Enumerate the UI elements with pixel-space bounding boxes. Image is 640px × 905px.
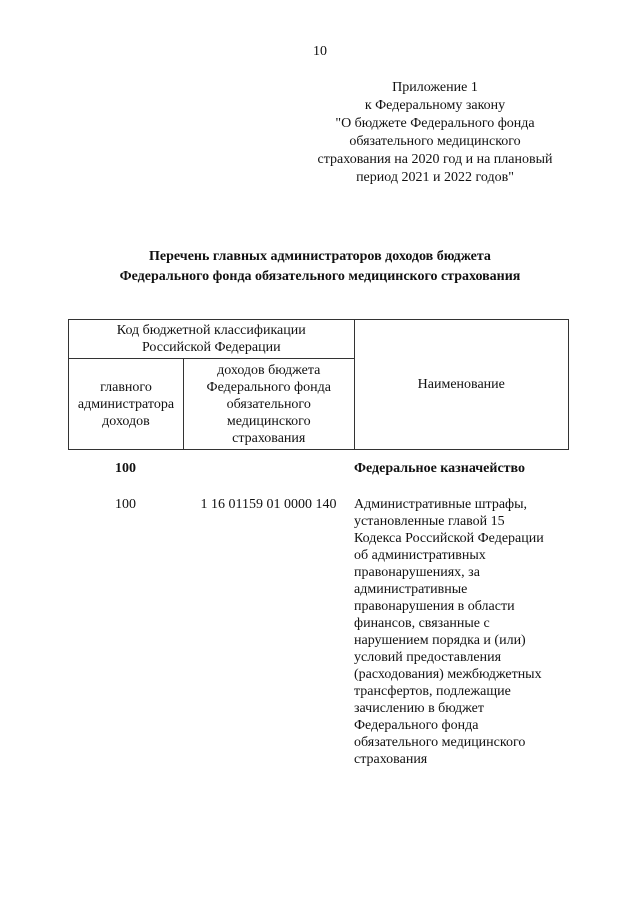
header-income-line: обязательного <box>226 396 311 412</box>
row-name-line: правонарушения в области <box>354 599 515 614</box>
row-name-line: нарушением порядка и (или) <box>354 633 526 648</box>
header-income-line: доходов бюджета <box>217 362 321 378</box>
document-title <box>60 247 580 287</box>
classification-table-header <box>68 319 569 450</box>
row-name-line: условий предоставления <box>354 650 502 665</box>
title-line: Перечень главных администраторов доходов бюджета <box>149 249 491 264</box>
row-name-line: правонарушениях, за <box>354 565 480 580</box>
appendix-note <box>300 79 570 187</box>
appendix-line: период 2021 и 2022 годов" <box>356 170 514 185</box>
row-name <box>354 460 569 477</box>
row-income-code: 1 16 01159 01 0000 140 <box>200 497 337 512</box>
row-name-line: Федерального фонда <box>354 718 479 733</box>
row-admin-code: 100 <box>115 461 136 476</box>
row-name-line: об административных <box>354 548 486 563</box>
appendix-line: к Федеральному закону <box>364 98 506 113</box>
header-income-line: медицинского <box>226 413 311 429</box>
row-name-line: Административные штрафы, <box>354 497 528 512</box>
row-name-line: обязательного медицинского <box>354 735 526 750</box>
row-name-line: зачислению в бюджет <box>354 701 484 716</box>
appendix-line: "О бюджете Федерального фонда <box>335 116 535 131</box>
table-row <box>68 496 569 768</box>
header-code-line: Российской Федерации <box>141 340 281 355</box>
header-admin-line: администратора <box>77 396 175 412</box>
appendix-line: Приложение 1 <box>392 80 478 95</box>
row-income-code <box>183 460 354 477</box>
row-name-line: установленные главой 15 <box>354 514 505 529</box>
header-income-line: страхования <box>232 430 306 446</box>
header-admin-line: доходов <box>102 413 150 429</box>
header-income-line: Федерального фонда <box>206 379 331 395</box>
row-name-line: (расходования) межбюджетных <box>354 667 542 682</box>
appendix-line: страхования на 2020 год и на плановый <box>317 152 553 167</box>
row-name-line: страхования <box>354 752 428 767</box>
row-name-line: Федеральное казначейство <box>354 461 526 476</box>
page-number: 10 <box>313 44 327 59</box>
table-row <box>68 460 569 477</box>
appendix-line: обязательного медицинского <box>349 134 521 149</box>
title-line: Федерального фонда обязательного медицинского страхования <box>119 269 521 284</box>
row-name-line: трансфертов, подлежащие <box>354 684 511 699</box>
header-chief-administrator <box>69 359 184 450</box>
header-name-label: Наименование <box>417 377 505 392</box>
row-name-line: административные <box>354 582 468 597</box>
header-admin-line: главного <box>100 379 152 395</box>
header-name <box>354 320 568 450</box>
classification-rows <box>68 460 569 768</box>
header-code-line: Код бюджетной классификации <box>116 323 306 338</box>
row-name-line: Кодекса Российской Федерации <box>354 531 544 546</box>
row-name-line: финансов, связанные с <box>354 616 490 631</box>
header-budget-classification-code <box>69 320 355 359</box>
row-admin-code: 100 <box>115 497 136 512</box>
row-name <box>354 496 569 768</box>
header-fund-income <box>183 359 354 450</box>
